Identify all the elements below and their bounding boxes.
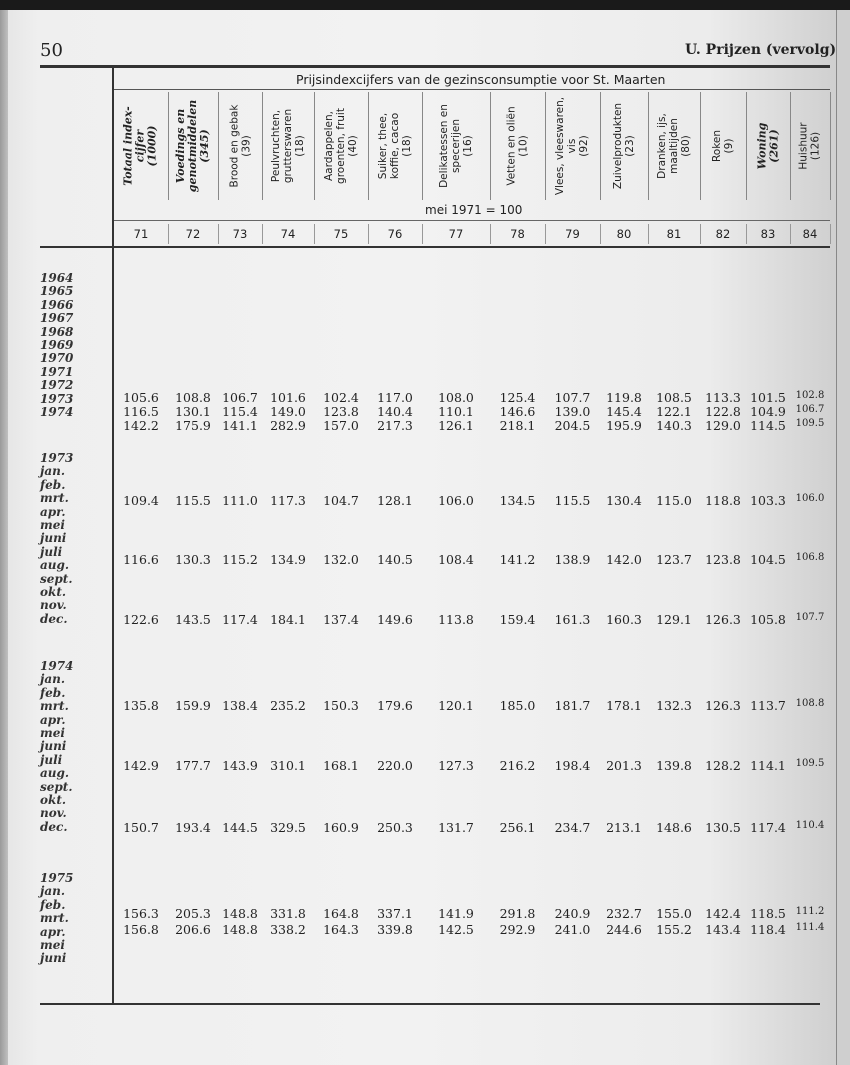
column-header-label <box>555 97 591 195</box>
stub-label: apr. <box>40 712 66 727</box>
table-cell: 175.9 <box>175 418 211 433</box>
column-header-line: genotmiddelen <box>186 99 200 193</box>
table-cell: 143.4 <box>705 922 741 937</box>
stub-label: juli <box>40 752 63 767</box>
column-number: 77 <box>422 224 491 244</box>
column-header-line: Dranken, ijs, <box>656 113 669 179</box>
table-cell: 101.5 <box>750 390 786 405</box>
table-cell: 142.9 <box>123 758 159 773</box>
table-cell: 101.6 <box>270 390 306 405</box>
column-header-label <box>798 122 822 169</box>
stub-label: feb. <box>40 477 66 492</box>
table-cell: 119.8 <box>606 390 642 405</box>
table-cell: 123.7 <box>656 552 692 567</box>
stub-label: nov. <box>40 806 67 821</box>
column-header <box>746 92 791 200</box>
column-header <box>368 92 423 200</box>
table-cell: 142.0 <box>606 552 642 567</box>
stub-label: juni <box>40 951 67 966</box>
base-rule <box>114 220 830 221</box>
table-cell: 130.3 <box>175 552 211 567</box>
table-cell: 110.4 <box>795 820 825 831</box>
column-header-line: Aardappelen, <box>323 111 335 182</box>
table-cell: 193.4 <box>175 820 211 835</box>
table-cell: 148.6 <box>656 820 692 835</box>
column-header-line: Suiker, thee, <box>377 112 389 180</box>
stub-label: okt. <box>40 793 67 808</box>
table-cell: 126.1 <box>438 418 474 433</box>
stub-label: nov. <box>40 598 67 613</box>
stub-label: juni <box>40 739 67 754</box>
stub-label: 1968 <box>40 324 74 339</box>
stub-block <box>40 660 110 834</box>
table-cell: 134.9 <box>270 552 306 567</box>
table-cell: 145.4 <box>606 404 642 419</box>
table-cell: 217.3 <box>377 418 413 433</box>
column-header-label <box>123 106 159 185</box>
column-header-line: grutterswaren <box>282 108 294 184</box>
table-cell: 126.3 <box>705 612 741 627</box>
table-cell: 108.0 <box>438 390 474 405</box>
table-cell: 181.7 <box>554 698 591 713</box>
stub-label: 1974 <box>40 659 74 673</box>
table-cell: 106.8 <box>795 552 825 563</box>
table-cell: 220.0 <box>377 758 413 773</box>
table-cell: 108.4 <box>438 552 474 567</box>
table-cell: 148.8 <box>222 906 258 921</box>
stub-label: apr. <box>40 924 66 939</box>
stub-label: mei <box>40 938 65 953</box>
column-header-label <box>228 105 252 188</box>
table-cell: 111.2 <box>795 906 825 917</box>
column-header-line: Woning <box>755 122 769 170</box>
column-number: 72 <box>168 224 219 244</box>
stub-label: apr. <box>40 504 66 519</box>
table-cell: 127.3 <box>438 758 474 773</box>
table-cell: 115.5 <box>554 493 591 508</box>
stub-label: aug. <box>40 558 70 573</box>
stub-label: juli <box>40 544 63 559</box>
stub-label: mrt. <box>40 491 69 506</box>
column-header-line: koffie, cacao <box>389 112 401 180</box>
stub-label: 1969 <box>40 338 74 353</box>
table-cell: 131.7 <box>438 820 474 835</box>
table-cell: 141.1 <box>222 418 258 433</box>
stub-label: feb. <box>40 897 66 912</box>
column-header-line: specerijen <box>450 118 463 174</box>
column-number: 81 <box>648 224 701 244</box>
table-cell: 178.1 <box>606 698 642 713</box>
column-header-line: (126) <box>810 131 823 161</box>
table-cell: 291.8 <box>499 906 536 921</box>
table-cell: 198.4 <box>554 758 591 773</box>
group-rule <box>114 89 830 90</box>
table-cell: 241.0 <box>554 922 591 937</box>
table-cell: 206.6 <box>175 922 211 937</box>
table-cell: 115.2 <box>222 552 258 567</box>
table-cell: 142.5 <box>438 922 474 937</box>
stub-label: 1966 <box>40 297 74 312</box>
column-header-label <box>270 109 306 183</box>
table-cell: 104.7 <box>323 493 359 508</box>
table-cell: 205.3 <box>175 906 211 921</box>
table-cell: 150.3 <box>323 698 359 713</box>
table-cell: 125.4 <box>499 390 536 405</box>
column-header-line: Roken <box>710 129 723 163</box>
table-cell: 128.2 <box>705 758 741 773</box>
column-number: 78 <box>490 224 546 244</box>
top-rule <box>40 65 830 68</box>
table-cell: 156.8 <box>123 922 159 937</box>
table-cell: 141.2 <box>499 552 536 567</box>
column-header-line: (18) <box>401 135 413 157</box>
table-cell: 160.3 <box>606 612 642 627</box>
column-header-label <box>175 100 211 192</box>
table-cell: 122.8 <box>705 404 741 419</box>
column-header-label <box>377 113 413 179</box>
table-cell: 146.6 <box>499 404 536 419</box>
table-cell: 216.2 <box>499 758 536 773</box>
table-cell: 118.8 <box>705 493 741 508</box>
table-cell: 118.5 <box>750 906 786 921</box>
table-cell: 114.5 <box>750 418 786 433</box>
column-header-line: maaltijden <box>668 118 681 174</box>
table-cell: 177.7 <box>175 758 211 773</box>
table-cell: 120.1 <box>438 698 474 713</box>
table-cell: 102.8 <box>795 390 825 401</box>
table-cell: 338.2 <box>270 922 306 937</box>
column-header-label <box>656 113 692 179</box>
table-cell: 103.3 <box>750 493 786 508</box>
table-cell: 117.4 <box>222 612 258 627</box>
column-header-line: (9) <box>722 138 735 154</box>
table-cell: 126.3 <box>705 698 741 713</box>
column-header-line: Brood en gebak <box>228 104 240 188</box>
stub-block <box>40 872 110 966</box>
table-cell: 337.1 <box>377 906 413 921</box>
column-header-line: Vetten en oliën <box>505 106 518 186</box>
table-cell: 157.0 <box>323 418 359 433</box>
column-header <box>262 92 315 200</box>
table-cell: 135.8 <box>123 698 159 713</box>
column-header-label <box>711 130 735 162</box>
stub-label: 1965 <box>40 284 74 299</box>
table-cell: 111.4 <box>795 922 825 933</box>
table-cell: 130.5 <box>705 820 741 835</box>
table-cell: 106.0 <box>795 493 825 504</box>
table-cell: 111.0 <box>222 493 258 508</box>
table-cell: 106.7 <box>222 390 258 405</box>
table-cell: 106.0 <box>438 493 474 508</box>
table-cell: 218.1 <box>499 418 536 433</box>
column-number: 71 <box>114 224 169 244</box>
base-period-label: mei 1971 = 100 <box>425 203 523 217</box>
stub-label: jan. <box>40 672 66 687</box>
table-cell: 140.3 <box>656 418 692 433</box>
stub-label: okt. <box>40 585 67 600</box>
column-header-line: vis <box>566 138 579 154</box>
column-header <box>790 92 831 200</box>
table-cell: 138.4 <box>222 698 258 713</box>
table-cell: 104.5 <box>750 552 786 567</box>
stub-label: 1967 <box>40 311 74 326</box>
column-header-line: (1000) <box>146 125 159 167</box>
table-cell: 139.8 <box>656 758 692 773</box>
stub-block <box>40 452 110 626</box>
stub-label: aug. <box>40 766 70 781</box>
table-cell: 155.2 <box>656 922 692 937</box>
table-cell: 107.7 <box>554 390 591 405</box>
table-cell: 118.4 <box>750 922 786 937</box>
table-cell: 240.9 <box>554 906 591 921</box>
page-number: 50 <box>40 40 63 61</box>
table-cell: 201.3 <box>606 758 642 773</box>
table-cell: 108.8 <box>795 698 825 709</box>
column-header-line: Huishuur <box>798 122 811 170</box>
table-cell: 117.0 <box>377 390 413 405</box>
table-cell: 132.3 <box>656 698 692 713</box>
table-cell: 184.1 <box>270 612 306 627</box>
header-bottom-rule <box>40 246 830 248</box>
table-cell: 105.6 <box>123 390 159 405</box>
table-cell: 168.1 <box>323 758 359 773</box>
stub-label: 1973 <box>40 451 74 465</box>
column-header-line: Peulvruchten, <box>270 109 282 183</box>
column-header-line: (261) <box>767 129 781 163</box>
table-cell: 128.1 <box>377 493 413 508</box>
table-cell: 156.3 <box>123 906 159 921</box>
column-header-line: (16) <box>462 135 475 157</box>
column-header-line: (23) <box>624 135 637 157</box>
column-header <box>218 92 263 200</box>
table-cell: 116.6 <box>123 552 159 567</box>
table-cell: 129.0 <box>705 418 741 433</box>
table-cell: 339.8 <box>377 922 413 937</box>
running-head-sub: (vervolg) <box>765 42 837 58</box>
table-cell: 329.5 <box>270 820 306 835</box>
column-header <box>114 92 169 200</box>
column-header-line: (345) <box>198 129 212 163</box>
table-cell: 142.2 <box>123 418 159 433</box>
table-cell: 109.5 <box>795 418 825 429</box>
table-cell: 115.5 <box>175 493 211 508</box>
table-cell: 114.1 <box>750 758 786 773</box>
stub-label: feb. <box>40 685 66 700</box>
stub-label: 1975 <box>40 871 74 885</box>
table-cell: 138.9 <box>554 552 591 567</box>
table-cell: 142.4 <box>705 906 741 921</box>
stub-label: sept. <box>40 779 73 794</box>
table-cell: 110.1 <box>438 404 474 419</box>
column-header <box>600 92 649 200</box>
running-head <box>685 42 836 58</box>
column-header <box>314 92 369 200</box>
table-cell: 256.1 <box>499 820 536 835</box>
table-cell: 148.8 <box>222 922 258 937</box>
column-header-label <box>612 103 636 189</box>
table-cell: 113.8 <box>438 612 474 627</box>
table-cell: 149.6 <box>377 612 413 627</box>
table-cell: 137.4 <box>323 612 359 627</box>
column-header-line: (92) <box>578 135 591 157</box>
column-header <box>700 92 747 200</box>
table-cell: 113.3 <box>705 390 741 405</box>
running-head-title: U. Prijzen <box>685 42 761 58</box>
column-header-line: Totaal index- <box>122 106 135 186</box>
column-header-line: cijfer <box>134 129 147 163</box>
table-cell: 244.6 <box>606 922 642 937</box>
stub-label: 1973 <box>40 391 74 406</box>
table-cell: 113.7 <box>750 698 786 713</box>
facing-page-edge <box>836 10 850 1065</box>
table-cell: 134.5 <box>499 493 536 508</box>
table-cell: 106.7 <box>795 404 825 415</box>
column-number: 80 <box>600 224 649 244</box>
table-cell: 160.9 <box>323 820 359 835</box>
table-cell: 149.0 <box>270 404 306 419</box>
table-cell: 234.7 <box>554 820 591 835</box>
table-cell: 107.7 <box>795 612 825 623</box>
column-header-line: (39) <box>240 135 252 157</box>
table-cell: 164.3 <box>323 922 359 937</box>
stub-label: 1971 <box>40 364 74 379</box>
table-cell: 105.8 <box>750 612 786 627</box>
column-header-label <box>756 123 780 170</box>
table-cell: 159.4 <box>499 612 536 627</box>
table-cell: 108.5 <box>656 390 692 405</box>
table-cell: 204.5 <box>554 418 591 433</box>
column-header-line: Delikatessen en <box>438 104 451 188</box>
table-cell: 195.9 <box>606 418 642 433</box>
table-cell: 292.9 <box>499 922 536 937</box>
table-cell: 117.4 <box>750 820 786 835</box>
table-cell: 140.4 <box>377 404 413 419</box>
table-cell: 213.1 <box>606 820 642 835</box>
table-cell: 141.9 <box>438 906 474 921</box>
table-cell: 104.9 <box>750 404 786 419</box>
stub-label: jan. <box>40 884 66 899</box>
bottom-rule <box>40 1003 820 1005</box>
table-cell: 179.6 <box>377 698 413 713</box>
table-group-title: Prijsindexcijfers van de gezinsconsumptie voor St. Maarten <box>296 72 666 87</box>
column-number: 83 <box>746 224 791 244</box>
stub-label: mrt. <box>40 911 69 926</box>
column-number: 76 <box>368 224 423 244</box>
column-header-line: (18) <box>294 135 306 157</box>
stub-block <box>40 272 110 419</box>
table-cell: 102.4 <box>323 390 359 405</box>
table-cell: 159.9 <box>175 698 211 713</box>
column-number: 79 <box>545 224 601 244</box>
column-number: 74 <box>262 224 315 244</box>
table-cell: 130.4 <box>606 493 642 508</box>
table-cell: 115.4 <box>222 404 258 419</box>
stub-label: sept. <box>40 571 73 586</box>
table-cell: 123.8 <box>323 404 359 419</box>
table-cell: 143.9 <box>222 758 258 773</box>
stub-label: mei <box>40 518 65 533</box>
column-header-line: Voedings en <box>174 108 188 184</box>
column-header-line: (80) <box>680 135 693 157</box>
table-cell: 139.0 <box>554 404 591 419</box>
column-header <box>545 92 601 200</box>
table-cell: 130.1 <box>175 404 211 419</box>
table-cell: 122.6 <box>123 612 159 627</box>
column-number: 84 <box>790 224 831 244</box>
stub-label: dec. <box>40 611 68 626</box>
column-header-line: groenten, fruit <box>335 108 347 184</box>
table-cell: 140.5 <box>377 552 413 567</box>
table-cell: 108.8 <box>175 390 211 405</box>
table-cell: 132.0 <box>323 552 359 567</box>
column-header <box>168 92 219 200</box>
column-header-line: Vlees, vleeswaren, <box>554 96 567 196</box>
table-cell: 109.5 <box>795 758 825 769</box>
table-cell: 185.0 <box>499 698 536 713</box>
stub-label: 1972 <box>40 378 74 393</box>
column-header-line: (40) <box>347 135 359 157</box>
column-header-label <box>438 104 474 188</box>
stub-label: mrt. <box>40 699 69 714</box>
table-cell: 122.1 <box>656 404 692 419</box>
stub-label: 1970 <box>40 351 74 366</box>
table-cell: 161.3 <box>554 612 591 627</box>
table-cell: 331.8 <box>270 906 306 921</box>
column-number: 73 <box>218 224 263 244</box>
column-header <box>648 92 701 200</box>
stub-label: 1964 <box>40 271 74 285</box>
table-cell: 310.1 <box>270 758 306 773</box>
stub-label: dec. <box>40 819 68 834</box>
column-header-label <box>323 108 359 184</box>
column-header <box>422 92 491 200</box>
column-header-label <box>506 106 530 185</box>
table-cell: 232.7 <box>606 906 642 921</box>
table-cell: 143.5 <box>175 612 211 627</box>
table-cell: 129.1 <box>656 612 692 627</box>
column-header <box>490 92 546 200</box>
table-cell: 235.2 <box>270 698 306 713</box>
table-cell: 150.7 <box>123 820 159 835</box>
column-number: 75 <box>314 224 369 244</box>
table-cell: 155.0 <box>656 906 692 921</box>
stub-label: 1974 <box>40 405 74 420</box>
table-cell: 282.9 <box>270 418 306 433</box>
table-cell: 144.5 <box>222 820 258 835</box>
stub-label: juni <box>40 531 67 546</box>
table-cell: 164.8 <box>323 906 359 921</box>
table-cell: 115.0 <box>656 493 692 508</box>
table-cell: 117.3 <box>270 493 306 508</box>
stub-label: mei <box>40 726 65 741</box>
table-cell: 116.5 <box>123 404 159 419</box>
table-cell: 123.8 <box>705 552 741 567</box>
stub-label: jan. <box>40 464 66 479</box>
column-header-line: (10) <box>517 135 530 157</box>
column-number: 82 <box>700 224 747 244</box>
table-cell: 109.4 <box>123 493 159 508</box>
table-cell: 250.3 <box>377 820 413 835</box>
column-header-line: Zuivelprodukten <box>612 102 625 190</box>
stub-divider <box>112 66 114 1003</box>
